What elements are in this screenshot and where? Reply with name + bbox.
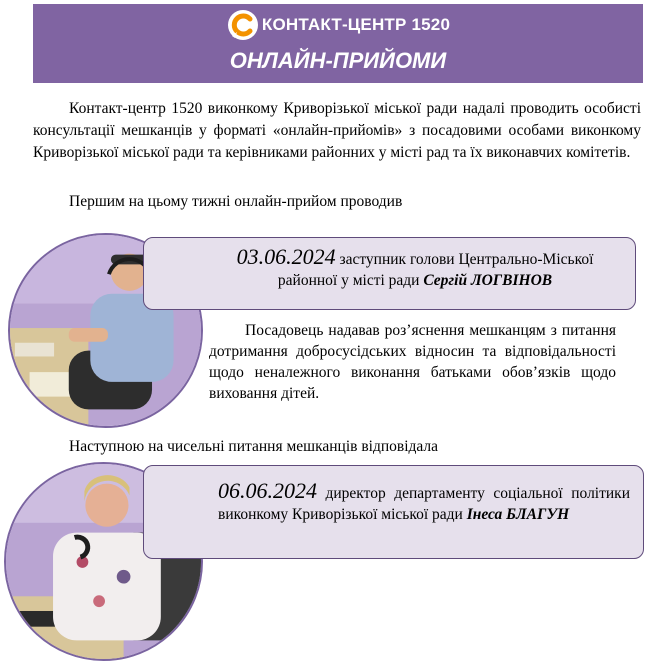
contact-center-c-icon xyxy=(226,8,260,42)
logo-text: КОНТАКТ-ЦЕНТР 1520 xyxy=(261,15,451,34)
next-reception-line: Наступною на чисельні питання мешканців відповідала xyxy=(69,438,439,455)
logo xyxy=(33,8,643,42)
entry-card-1 xyxy=(143,237,636,310)
entry-2-date: 06.06.2024 xyxy=(218,478,317,503)
entry-1-date: 03.06.2024 xyxy=(236,244,336,269)
entry-1-description: Посадовець надавав роз’яснення мешканцям з питання дотримання добросусідських відносин та відповідальності щодо неналежного виконання батьками обов’язків щодо виховання дітей. xyxy=(209,322,616,402)
entry-2-name: Інеса БЛАГУН xyxy=(466,506,570,523)
entry-1-name: Сергій ЛОГВІНОВ xyxy=(423,272,553,289)
intro-paragraph: Контакт-центр 1520 виконкому Криворізької міської ради надалі проводить особисті консультації мешканців у форматі «онлайн-прийомів» з посадовими особами виконкому Криворізької міської ради та керівниками районних у місті рад та їх виконавчих комітетів. xyxy=(33,100,641,161)
entry-2-heading xyxy=(218,480,630,525)
entry-card-2 xyxy=(143,465,644,559)
first-reception-line: Першим на цьому тижні онлайн-прийом проводив xyxy=(69,193,403,210)
entry-2-position: директор департаменту соціальної політики виконкому Криворізької міської ради xyxy=(218,485,630,523)
page-title: ОНЛАЙН-ПРИЙОМИ xyxy=(229,48,447,73)
entry-1-position: заступник голови Центрально-Міської районної у місті ради xyxy=(277,251,594,289)
entry-1-heading xyxy=(209,246,621,291)
header-banner xyxy=(33,4,643,83)
